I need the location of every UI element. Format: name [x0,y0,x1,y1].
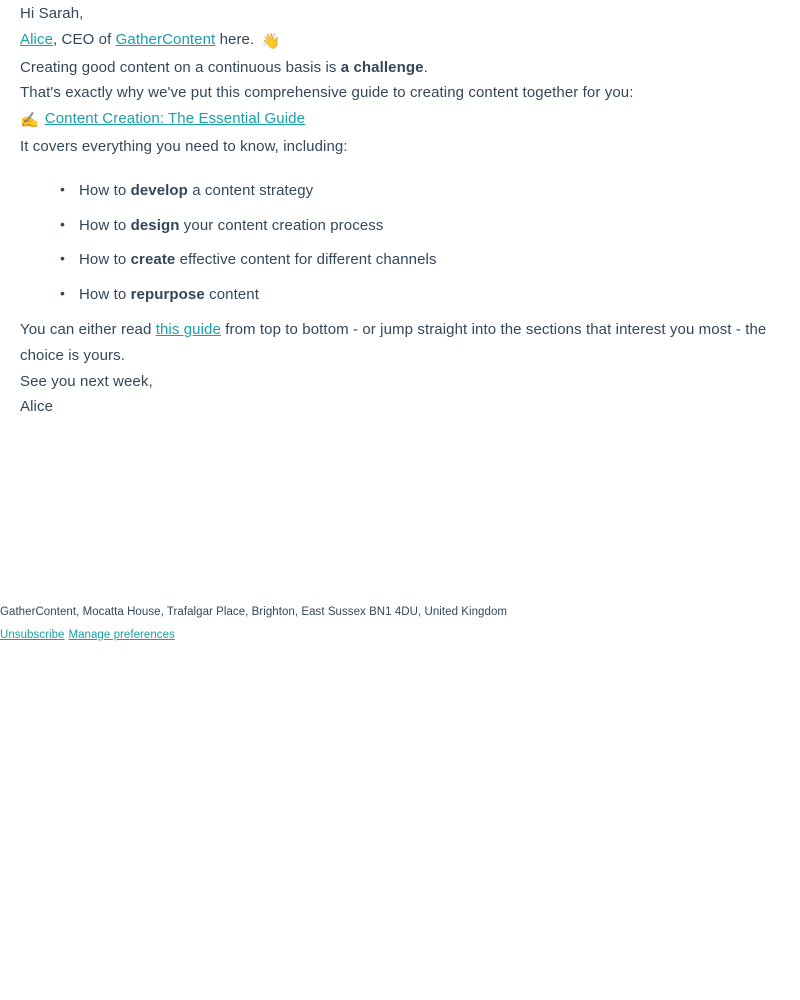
challenge-text-before: Creating good content on a continuous basis is [20,58,341,76]
sender-name-link[interactable]: Alice [20,30,54,48]
guide-cta-link[interactable]: Content Creation: The Essential Guide [44,110,306,128]
list-item [60,213,780,239]
writing-hand-icon: ✍️ [20,111,39,130]
challenge-line [20,55,780,81]
why-line: That's exactly why we've put this comprehensive guide to creating content together for you: [20,84,634,102]
challenge-emphasis: a challenge [340,58,424,76]
list-item-text-after: effective content for different channels [175,251,437,269]
challenge-text-after: . [423,58,428,76]
choice-text-before: You can either read [20,320,156,338]
footer-address: GatherContent, Mocatta House, Trafalgar Place, Brighton, East Sussex BN1 4DU, United Kingdom [0,606,508,618]
list-item-text-before: How to [79,181,131,199]
signoff-line: See you next week, [20,372,153,390]
list-item-emphasis: design [130,216,180,234]
list-item-text-after: content [204,286,259,304]
choice-paragraph [20,317,780,369]
feature-list [20,178,780,308]
company-name-link[interactable]: GatherContent [115,30,216,48]
list-item-text-before: How to [79,286,131,304]
list-item-text-after: a content strategy [187,181,314,199]
list-item-text-before: How to [79,216,131,234]
manage-preferences-link[interactable]: Manage preferences [68,628,175,641]
waving-hand-icon: 👋 [261,31,281,50]
intro-text-after-company: here. [215,30,259,48]
unsubscribe-link[interactable]: Unsubscribe [0,628,65,641]
guide-link-line [20,106,780,134]
list-item [60,178,780,204]
list-item-emphasis: develop [130,181,188,199]
email-footer [0,604,800,645]
this-guide-link[interactable]: this guide [155,320,221,338]
footer-links [0,627,800,645]
email-content-area [0,0,800,420]
list-item [60,247,780,273]
list-item-text-before: How to [79,251,131,269]
list-item [60,282,780,308]
signature-line: Alice [20,398,54,416]
intro-line [20,27,780,55]
list-item-text-after: your content creation process [179,216,384,234]
intro-text-after-sender: , CEO of [53,30,116,48]
greeting-line: Hi Sarah, [20,5,84,22]
list-item-emphasis: repurpose [130,286,205,304]
list-item-emphasis: create [130,251,176,269]
covers-line: It covers everything you need to know, including: [20,137,348,155]
choice-text-after: from top to bottom - or jump straight into the sections that interest you most - the choice is yours. [20,320,767,364]
